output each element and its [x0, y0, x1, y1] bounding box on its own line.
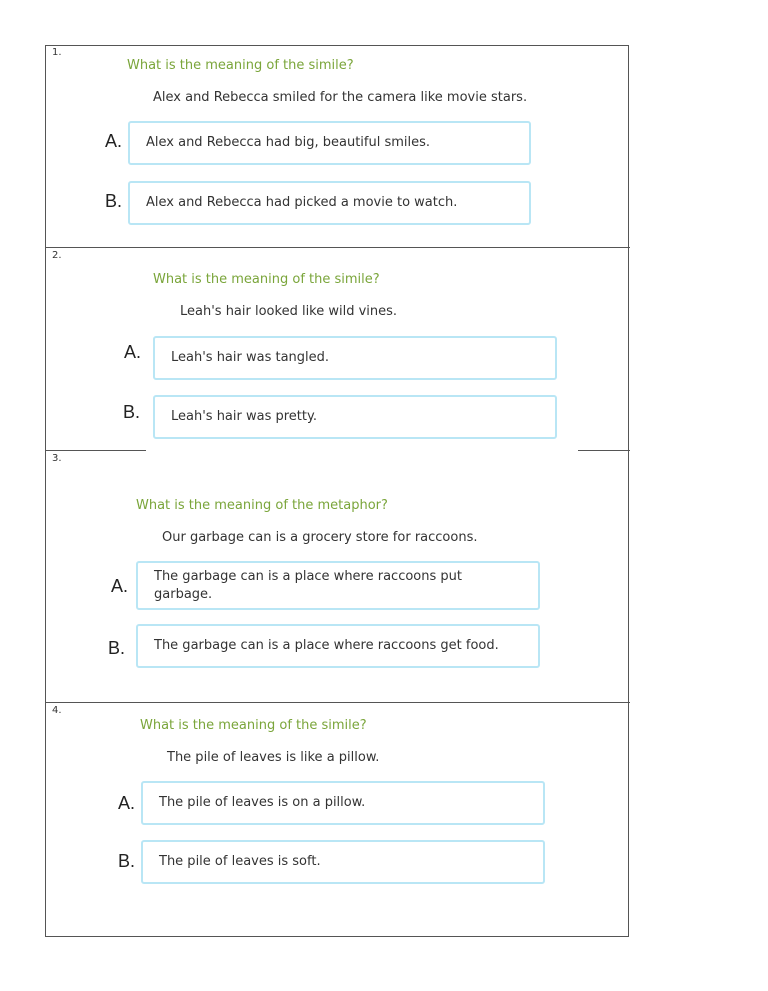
question-statement: Leah's hair looked like wild vines.: [180, 304, 398, 319]
question-number: 1.: [52, 47, 62, 58]
option-text: The pile of leaves is on a pillow.: [159, 795, 366, 810]
question-prompt: What is the meaning of the simile?: [140, 718, 367, 733]
answer-option-a[interactable]: [153, 336, 557, 380]
option-text: Alex and Rebecca had picked a movie to watch.: [146, 195, 458, 210]
option-letter-b: B.: [118, 851, 136, 871]
answer-option-b[interactable]: [153, 395, 557, 439]
answer-option-a[interactable]: [136, 561, 540, 610]
option-letter-b: B.: [108, 638, 126, 658]
question-statement: Alex and Rebecca smiled for the camera like movie stars.: [153, 90, 528, 105]
option-text: The garbage can is a place where raccoons get food.: [154, 638, 499, 653]
option-text: Alex and Rebecca had big, beautiful smiles.: [146, 135, 431, 150]
answer-option-a[interactable]: [128, 121, 531, 165]
question-statement: The pile of leaves is like a pillow.: [167, 750, 380, 765]
section-divider: [45, 702, 630, 703]
answer-option-a[interactable]: [141, 781, 545, 825]
question-number: 4.: [52, 705, 62, 716]
option-text: Leah's hair was pretty.: [171, 409, 317, 424]
option-letter-a: A.: [124, 342, 142, 362]
question-number: 3.: [52, 453, 62, 464]
option-letter-a: A.: [118, 793, 136, 813]
option-text: The pile of leaves is soft.: [159, 854, 321, 869]
question-prompt: What is the meaning of the simile?: [127, 58, 354, 73]
answer-option-b[interactable]: [141, 840, 545, 884]
answer-option-b[interactable]: [128, 181, 531, 225]
section-divider: [578, 450, 630, 451]
option-letter-a: A.: [111, 576, 129, 596]
option-text: The garbage can is a place where raccoons put garbage.: [154, 568, 462, 602]
option-letter-b: B.: [123, 402, 141, 422]
question-statement: Our garbage can is a grocery store for raccoons.: [162, 530, 478, 545]
section-divider: [45, 450, 146, 451]
option-letter-a: A.: [105, 131, 123, 151]
question-prompt: What is the meaning of the simile?: [153, 272, 380, 287]
answer-option-b[interactable]: [136, 624, 540, 668]
question-prompt: What is the meaning of the metaphor?: [136, 498, 388, 513]
question-number: 2.: [52, 250, 62, 261]
option-letter-b: B.: [105, 191, 123, 211]
section-divider: [45, 247, 630, 248]
option-text: Leah's hair was tangled.: [171, 350, 330, 365]
